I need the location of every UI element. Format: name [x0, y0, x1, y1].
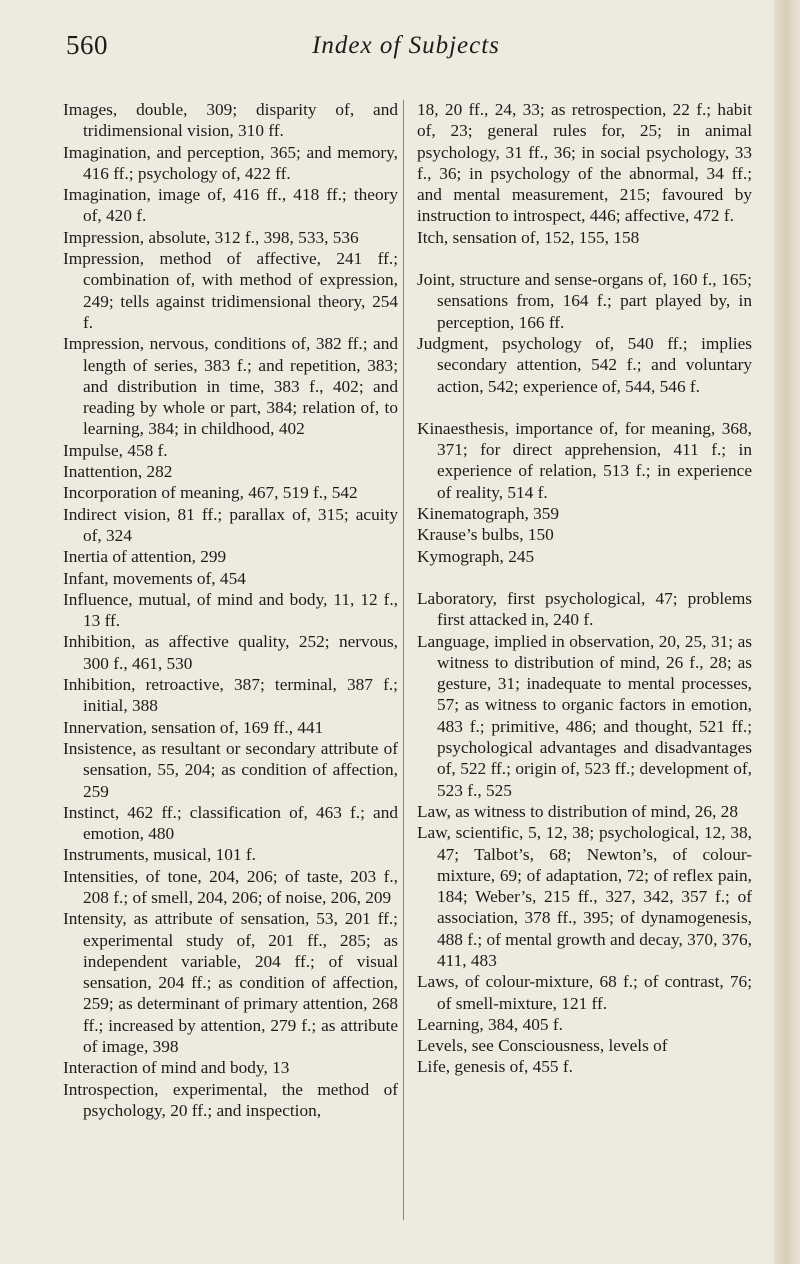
index-entry-continuation: 18, 20 ff., 24, 33; as retrospection, 22 f.; habit of, 23; general rules for, 25; in animal psychology, 31 ff., 36; in social psychology, 33 f., 36; in psychology of the abnormal, 34 ff.; and mental measurement, 215; favoured by instruction to introspect, 446; affective, 472 f.: [417, 100, 752, 226]
index-entry: Inhibition, as affective quality, 252; nervous, 300 f., 461, 530: [63, 632, 398, 673]
index-entry: Indirect vision, 81 ff.; parallax of, 315; acuity of, 324: [63, 504, 398, 545]
index-entry: Learning, 384, 405 f.: [417, 1014, 563, 1034]
index-entry: Language, implied in observation, 20, 25, 31; as witness to distribution of mind, 26 f., 28; as gesture, 31; inadequate to mental processes, 57; as witness to organic factors in emotion, 483 f.; primitive, 486; and thought, 521 ff.; psychological advantages and disadvantages of, 522 ff.; origin of, 523 ff.; development of, 523 f., 525: [417, 631, 752, 800]
index-entry: Images, double, 309; disparity of, and tridimensional vision, 310 ff.: [63, 100, 398, 141]
page-header: [66, 30, 746, 66]
index-entry: Laws, of colour-mixture, 68 f.; of contrast, 76; of smell-mixture, 121 ff.: [417, 972, 752, 1013]
index-entry: Imagination, image of, 416 ff., 418 ff.; theory of, 420 f.: [63, 185, 398, 226]
index-entry: Laboratory, first psychological, 47; problems first attacked in, 240 f.: [417, 588, 752, 630]
index-entry: Kinaesthesis, importance of, for meaning, 368, 371; for direct apprehension, 411 f.; in experience of relation, 513 f.; in experience of reality, 514 f.: [417, 418, 752, 502]
index-entry: Inhibition, retroactive, 387; terminal, 387 f.; initial, 388: [63, 675, 398, 716]
index-entry: Impression, nervous, conditions of, 382 ff.; and length of series, 383 f.; and repetition, 383; and distribution in time, 383 f., 402; and reading by whole or part, 384; relation of, to learning, 384; in childhood, 402: [63, 334, 398, 439]
index-entry: Law, scientific, 5, 12, 38; psychological, 12, 38, 47; Talbot’s, 68; Newton’s, of colour-mixture, 69; of adaptation, 72; of reflex pain, 184; Weber’s, 215 ff., 327, 342, 357 f.; of association, 378 ff., 395; of dynamogenesis, 488 f.; of mental growth and decay, 370, 376, 411, 483: [417, 823, 752, 970]
index-entry: Imagination, and perception, 365; and memory, 416 ff.; psychology of, 422 ff.: [63, 142, 398, 183]
index-entry: Infant, movements of, 454: [63, 568, 246, 588]
index-entry: Impression, absolute, 312 f., 398, 533, 536: [63, 227, 359, 247]
index-column-right: [417, 99, 752, 1078]
index-entry: Itch, sensation of, 152, 155, 158: [417, 227, 640, 247]
running-title: Index of Subjects: [312, 32, 500, 59]
index-entry: Kymograph, 245: [417, 546, 535, 566]
index-entry: Introspection, experimental, the method of psychology, 20 ff.; and inspection,: [63, 1079, 398, 1120]
index-entry: Innervation, sensation of, 169 ff., 441: [63, 717, 324, 737]
index-entry: Impulse, 458 f.: [63, 440, 168, 460]
index-column-left: [63, 99, 398, 1121]
index-entry: Judgment, psychology of, 540 ff.; implies secondary attention, 542 f.; and voluntary action, 542; experience of, 544, 546 f.: [417, 333, 752, 396]
index-entry: Influence, mutual, of mind and body, 11, 12 f., 13 ff.: [63, 589, 398, 631]
index-entry: Incorporation of meaning, 467, 519 f., 542: [63, 483, 358, 503]
index-entry: Impression, method of affective, 241 ff.; combination of, with method of expression, 249; tells against tridimensional theory, 254 f.: [63, 249, 398, 332]
index-entry: Intensity, as attribute of sensation, 53, 201 ff.; experimental study of, 201 ff., 285; as independent variable, 204 ff.; of visual sensation, 204 ff.; as condition of affection, 259; as determinant of primary attention, 268 ff.; increased by attention, 279 f.; as attribute of image, 398: [63, 909, 398, 1057]
index-entry: Law, as witness to distribution of mind, 26, 28: [417, 801, 738, 821]
index-entry: Joint, structure and sense-organs of, 160 f., 165; sensations from, 164 f.; part played by, in perception, 166 ff.: [417, 270, 752, 332]
index-entry: Kinematograph, 359: [417, 504, 560, 524]
page-number: 560: [66, 30, 108, 60]
index-entry: Instinct, 462 ff.; classification of, 463 f.; and emotion, 480: [63, 802, 398, 844]
column-divider: [403, 100, 404, 1220]
index-entry: Life, genesis of, 455 f.: [417, 1057, 573, 1077]
index-entry: Instruments, musical, 101 f.: [63, 845, 256, 865]
index-entry: Inertia of attention, 299: [63, 547, 227, 567]
index-entry: Interaction of mind and body, 13: [63, 1058, 290, 1078]
index-entry: Levels, see Consciousness, levels of: [417, 1036, 668, 1056]
page-edge-shadow: [774, 0, 800, 1264]
index-entry: Inattention, 282: [63, 462, 173, 482]
index-entry: Intensities, of tone, 204, 206; of taste, 203 f., 208 f.; of smell, 204, 206; of noise, 206, 209: [63, 866, 398, 907]
index-entry: Insistence, as resultant or secondary attribute of sensation, 55, 204; as condition of affection, 259: [63, 738, 398, 801]
index-entry: Krause’s bulbs, 150: [417, 525, 554, 545]
